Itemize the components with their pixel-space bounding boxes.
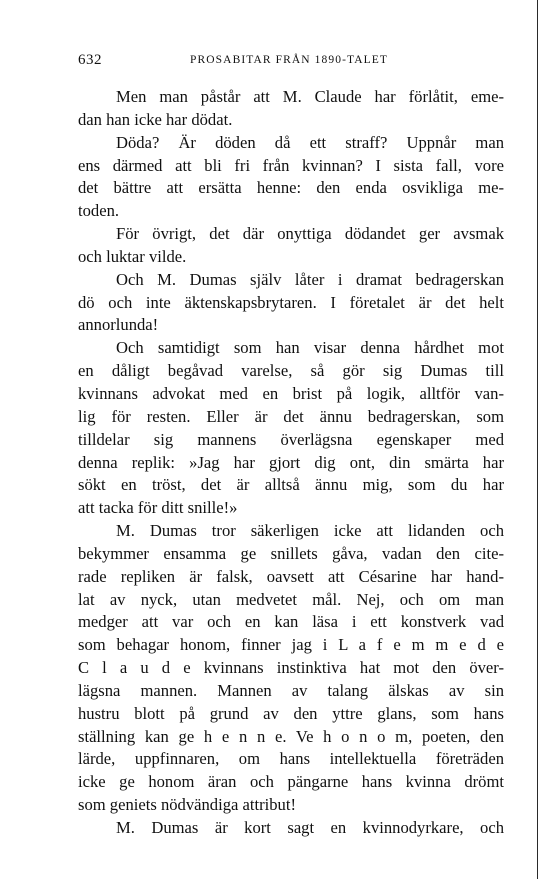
text-line: annorlunda! <box>78 315 159 335</box>
text-line: bekymmer ensamma ge snillets gåva, vadan den cite- <box>78 543 504 563</box>
text-line: toden. <box>78 201 120 221</box>
text-line: icke ge honom äran och pängarne hans kvinna drömt <box>78 772 504 792</box>
page-number: 632 <box>78 52 102 68</box>
text-line: lat av nyck, utan medvetet mål. Nej, och om man <box>78 589 504 609</box>
page-edge <box>537 0 538 879</box>
running-title: PROSABITAR FRÅN 1890-TALET <box>190 54 388 66</box>
text-line: Men man påstår att M. Claude har förlåtit, eme- <box>116 87 504 106</box>
text-line: M. Dumas tror säkerligen icke att lidanden och <box>116 521 504 541</box>
text-line: rade repliken är falsk, oavsett att Césarine har hand- <box>78 566 504 586</box>
text-line: C l a u d e kvinnans instinktiva hat mot den över- <box>78 658 504 678</box>
text-line: som geniets nödvändiga attribut! <box>78 795 296 815</box>
text-line: tilldelar sig mannens överlägsna egenskaper med <box>78 429 504 449</box>
text-line: Och samtidigt som han visar denna hårdhet mot <box>116 338 504 358</box>
text-line: medger att var och en kan läsa i ett konstverk vad <box>78 612 504 632</box>
text-line: kvinnans advokat med en brist på logik, alltför van- <box>78 383 504 403</box>
text-line: ställning kan ge h e n n e. Ve h o n o m, poeten, den <box>78 726 504 746</box>
text-line: M. Dumas är kort sagt en kvinnodyrkare, och <box>116 818 504 837</box>
text-line: lig för resten. Eller är det ännu bedragerskan, som <box>78 406 504 426</box>
text-line: att tacka för ditt snille!» <box>78 498 238 518</box>
text-line: som behagar honom, finner jag i L a f e m m e d e <box>78 635 504 655</box>
text-line: det bättre att ersätta henne: den enda osvikliga me- <box>78 178 504 198</box>
text-line: en dåligt begåvad varelse, så gör sig Dumas till <box>78 361 504 381</box>
text-line: hustru blott på grund av den yttre glans, som hans <box>78 703 504 723</box>
text-line: Och M. Dumas själv låter i dramat bedragerskan <box>116 269 504 289</box>
text-line: För övrigt, det där onyttiga dödandet ger avsmak <box>116 224 504 244</box>
text-line: och luktar vilde. <box>78 246 187 266</box>
text-line: lägsna mannen. Mannen av talang älskas av sin <box>78 680 504 700</box>
text-line: dö och inte äktenskapsbrytaren. I företalet är det helt <box>78 292 504 312</box>
text-line: sökt en tröst, det är alltså ännu mig, som du har <box>78 475 504 495</box>
text-line: Döda? Är döden då ett straff? Uppnår man <box>116 132 504 152</box>
text-line: dan han icke har dödat. <box>78 109 233 129</box>
text-line: denna replik: »Jag har gjort dig ont, din smärta har <box>78 452 504 472</box>
running-head <box>78 52 504 72</box>
text-line: ens därmed att bli fri från kvinnan? I sista fall, vore <box>78 155 504 175</box>
body-text <box>78 86 504 840</box>
text-line: lärde, uppfinnaren, om hans intellektuella företräden <box>78 749 504 769</box>
